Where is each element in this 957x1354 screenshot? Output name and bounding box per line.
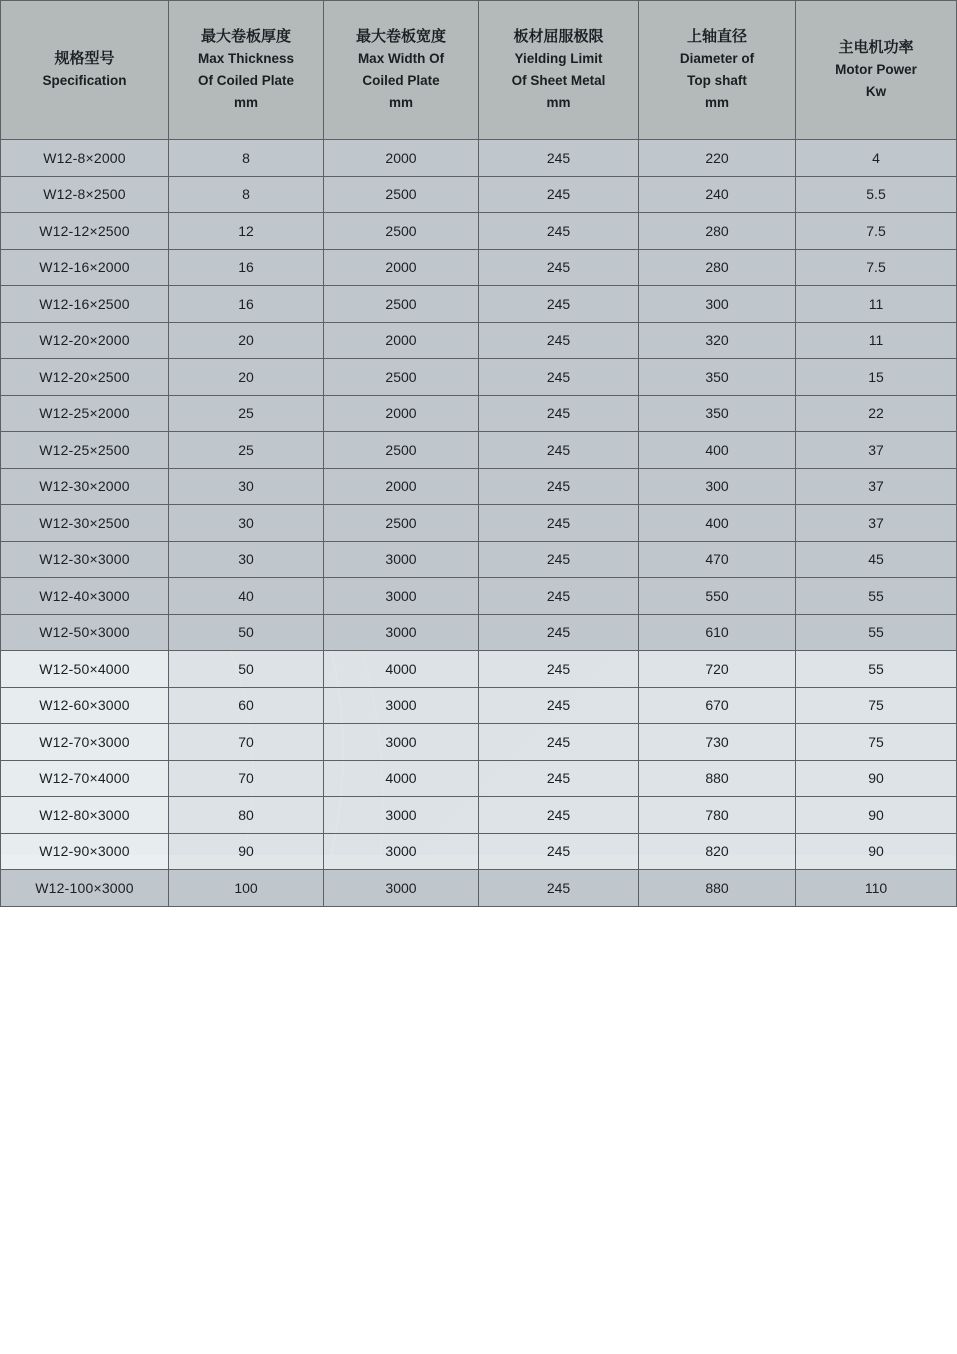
table-row [1,213,957,250]
cell-value: 3000 [324,833,479,870]
cell-value: 20 [169,359,324,396]
cell-value: 11 [796,286,957,323]
cell-value: 245 [479,468,639,505]
cell-value: 245 [479,614,639,651]
column-header-en: Specification [42,73,127,88]
cell-value: 20 [169,322,324,359]
cell-specification: W12-50×3000 [1,614,169,651]
cell-value: 5.5 [796,176,957,213]
cell-value: 3000 [324,870,479,907]
table-row [1,833,957,870]
cell-value: 245 [479,322,639,359]
cell-value: 15 [796,359,957,396]
cell-specification: W12-70×4000 [1,760,169,797]
table-row [1,432,957,469]
table-row [1,468,957,505]
cell-value: 12 [169,213,324,250]
column-header-en: mm [388,95,413,110]
cell-value: 2000 [324,140,479,177]
cell-value: 245 [479,395,639,432]
cell-value: 90 [796,833,957,870]
cell-value: 245 [479,833,639,870]
cell-value: 4000 [324,760,479,797]
cell-value: 400 [639,432,796,469]
cell-value: 245 [479,176,639,213]
cell-value: 780 [639,797,796,834]
cell-specification: W12-16×2500 [1,286,169,323]
column-header-2 [324,1,479,140]
cell-value: 300 [639,286,796,323]
cell-value: 880 [639,760,796,797]
cell-value: 40 [169,578,324,615]
cell-specification: W12-25×2500 [1,432,169,469]
cell-value: 2000 [324,468,479,505]
column-header-cn: 主电机功率 [838,39,914,56]
cell-value: 90 [796,760,957,797]
cell-value: 245 [479,578,639,615]
cell-value: 3000 [324,724,479,761]
cell-value: 400 [639,505,796,542]
cell-value: 80 [169,797,324,834]
cell-value: 55 [796,578,957,615]
cell-value: 300 [639,468,796,505]
column-header-cn: 板材屈服极限 [513,28,604,45]
cell-value: 75 [796,687,957,724]
cell-value: 245 [479,213,639,250]
column-header-en: Max Thickness [197,51,295,66]
cell-value: 245 [479,797,639,834]
cell-specification: W12-8×2500 [1,176,169,213]
cell-value: 245 [479,432,639,469]
table-row [1,724,957,761]
cell-value: 90 [169,833,324,870]
cell-value: 90 [796,797,957,834]
cell-value: 8 [169,176,324,213]
table-row [1,359,957,396]
cell-specification: W12-25×2000 [1,395,169,432]
cell-value: 100 [169,870,324,907]
cell-value: 7.5 [796,249,957,286]
table-row [1,614,957,651]
cell-value: 820 [639,833,796,870]
cell-value: 880 [639,870,796,907]
table-header [1,1,957,140]
cell-value: 470 [639,541,796,578]
column-header-cn: 上轴直径 [686,28,747,45]
cell-value: 70 [169,724,324,761]
cell-value: 245 [479,760,639,797]
cell-specification: W12-8×2000 [1,140,169,177]
column-header-5 [796,1,957,140]
table-row [1,870,957,907]
cell-value: 245 [479,140,639,177]
cell-value: 720 [639,651,796,688]
cell-value: 610 [639,614,796,651]
cell-value: 2500 [324,432,479,469]
cell-value: 245 [479,870,639,907]
cell-value: 70 [169,760,324,797]
column-header-en: Top shaft [687,73,747,88]
cell-value: 2000 [324,322,479,359]
cell-value: 3000 [324,797,479,834]
cell-value: 2500 [324,286,479,323]
cell-value: 245 [479,359,639,396]
cell-specification: W12-30×2500 [1,505,169,542]
cell-value: 3000 [324,614,479,651]
table-body [1,140,957,907]
cell-specification: W12-16×2000 [1,249,169,286]
cell-value: 37 [796,505,957,542]
cell-value: 245 [479,541,639,578]
cell-specification: W12-70×3000 [1,724,169,761]
cell-value: 50 [169,651,324,688]
cell-specification: W12-30×3000 [1,541,169,578]
cell-value: 240 [639,176,796,213]
column-header-en: Yielding Limit [514,51,603,66]
table-row [1,140,957,177]
table-row [1,797,957,834]
cell-value: 30 [169,505,324,542]
table-row [1,541,957,578]
cell-value: 7.5 [796,213,957,250]
cell-value: 16 [169,249,324,286]
column-header-en: Of Sheet Metal [511,73,606,88]
cell-value: 3000 [324,541,479,578]
cell-value: 2500 [324,176,479,213]
cell-value: 2000 [324,395,479,432]
cell-value: 25 [169,395,324,432]
cell-value: 45 [796,541,957,578]
table-row [1,176,957,213]
column-header-en: Max Width Of [357,51,445,66]
cell-value: 16 [169,286,324,323]
cell-value: 25 [169,432,324,469]
cell-value: 280 [639,213,796,250]
table-row [1,651,957,688]
cell-value: 350 [639,359,796,396]
cell-value: 2500 [324,505,479,542]
cell-specification: W12-20×2000 [1,322,169,359]
table-row [1,249,957,286]
column-header-en: Diameter of [679,51,755,66]
cell-value: 245 [479,651,639,688]
cell-value: 22 [796,395,957,432]
cell-value: 730 [639,724,796,761]
cell-value: 670 [639,687,796,724]
cell-value: 245 [479,724,639,761]
table-row [1,322,957,359]
cell-value: 3000 [324,687,479,724]
cell-value: 75 [796,724,957,761]
column-header-0 [1,1,169,140]
cell-value: 60 [169,687,324,724]
table-row [1,286,957,323]
cell-value: 37 [796,432,957,469]
cell-specification: W12-60×3000 [1,687,169,724]
cell-value: 55 [796,614,957,651]
column-header-en: Kw [865,84,887,99]
cell-value: 350 [639,395,796,432]
cell-value: 4 [796,140,957,177]
column-header-en: Coiled Plate [362,73,440,88]
table-header-row [1,1,957,140]
column-header-4 [639,1,796,140]
cell-value: 245 [479,687,639,724]
column-header-cn: 最大卷板厚度 [200,28,291,45]
cell-value: 11 [796,322,957,359]
cell-value: 30 [169,468,324,505]
column-header-3 [479,1,639,140]
cell-value: 3000 [324,578,479,615]
cell-value: 320 [639,322,796,359]
table-row [1,578,957,615]
table-row [1,760,957,797]
cell-value: 30 [169,541,324,578]
cell-value: 280 [639,249,796,286]
cell-value: 245 [479,505,639,542]
cell-value: 245 [479,249,639,286]
cell-value: 245 [479,286,639,323]
cell-value: 2500 [324,359,479,396]
column-header-cn: 规格型号 [54,50,115,67]
column-header-en: mm [704,95,729,110]
column-header-en: Motor Power [835,62,917,77]
table-row [1,505,957,542]
cell-value: 55 [796,651,957,688]
cell-specification: W12-40×3000 [1,578,169,615]
cell-value: 50 [169,614,324,651]
table-row [1,687,957,724]
cell-value: 2500 [324,213,479,250]
cell-value: 4000 [324,651,479,688]
cell-value: 8 [169,140,324,177]
column-header-en: Of Coiled Plate [197,73,295,88]
cell-specification: W12-50×4000 [1,651,169,688]
cell-value: 220 [639,140,796,177]
cell-specification: W12-100×3000 [1,870,169,907]
cell-specification: W12-30×2000 [1,468,169,505]
cell-value: 37 [796,468,957,505]
column-header-en: mm [546,95,571,110]
cell-specification: W12-20×2500 [1,359,169,396]
cell-specification: W12-12×2500 [1,213,169,250]
cell-value: 2000 [324,249,479,286]
cell-specification: W12-90×3000 [1,833,169,870]
cell-value: 550 [639,578,796,615]
cell-value: 110 [796,870,957,907]
column-header-1 [169,1,324,140]
table-row [1,395,957,432]
column-header-en: mm [233,95,258,110]
cell-specification: W12-80×3000 [1,797,169,834]
column-header-cn: 最大卷板宽度 [355,28,446,45]
